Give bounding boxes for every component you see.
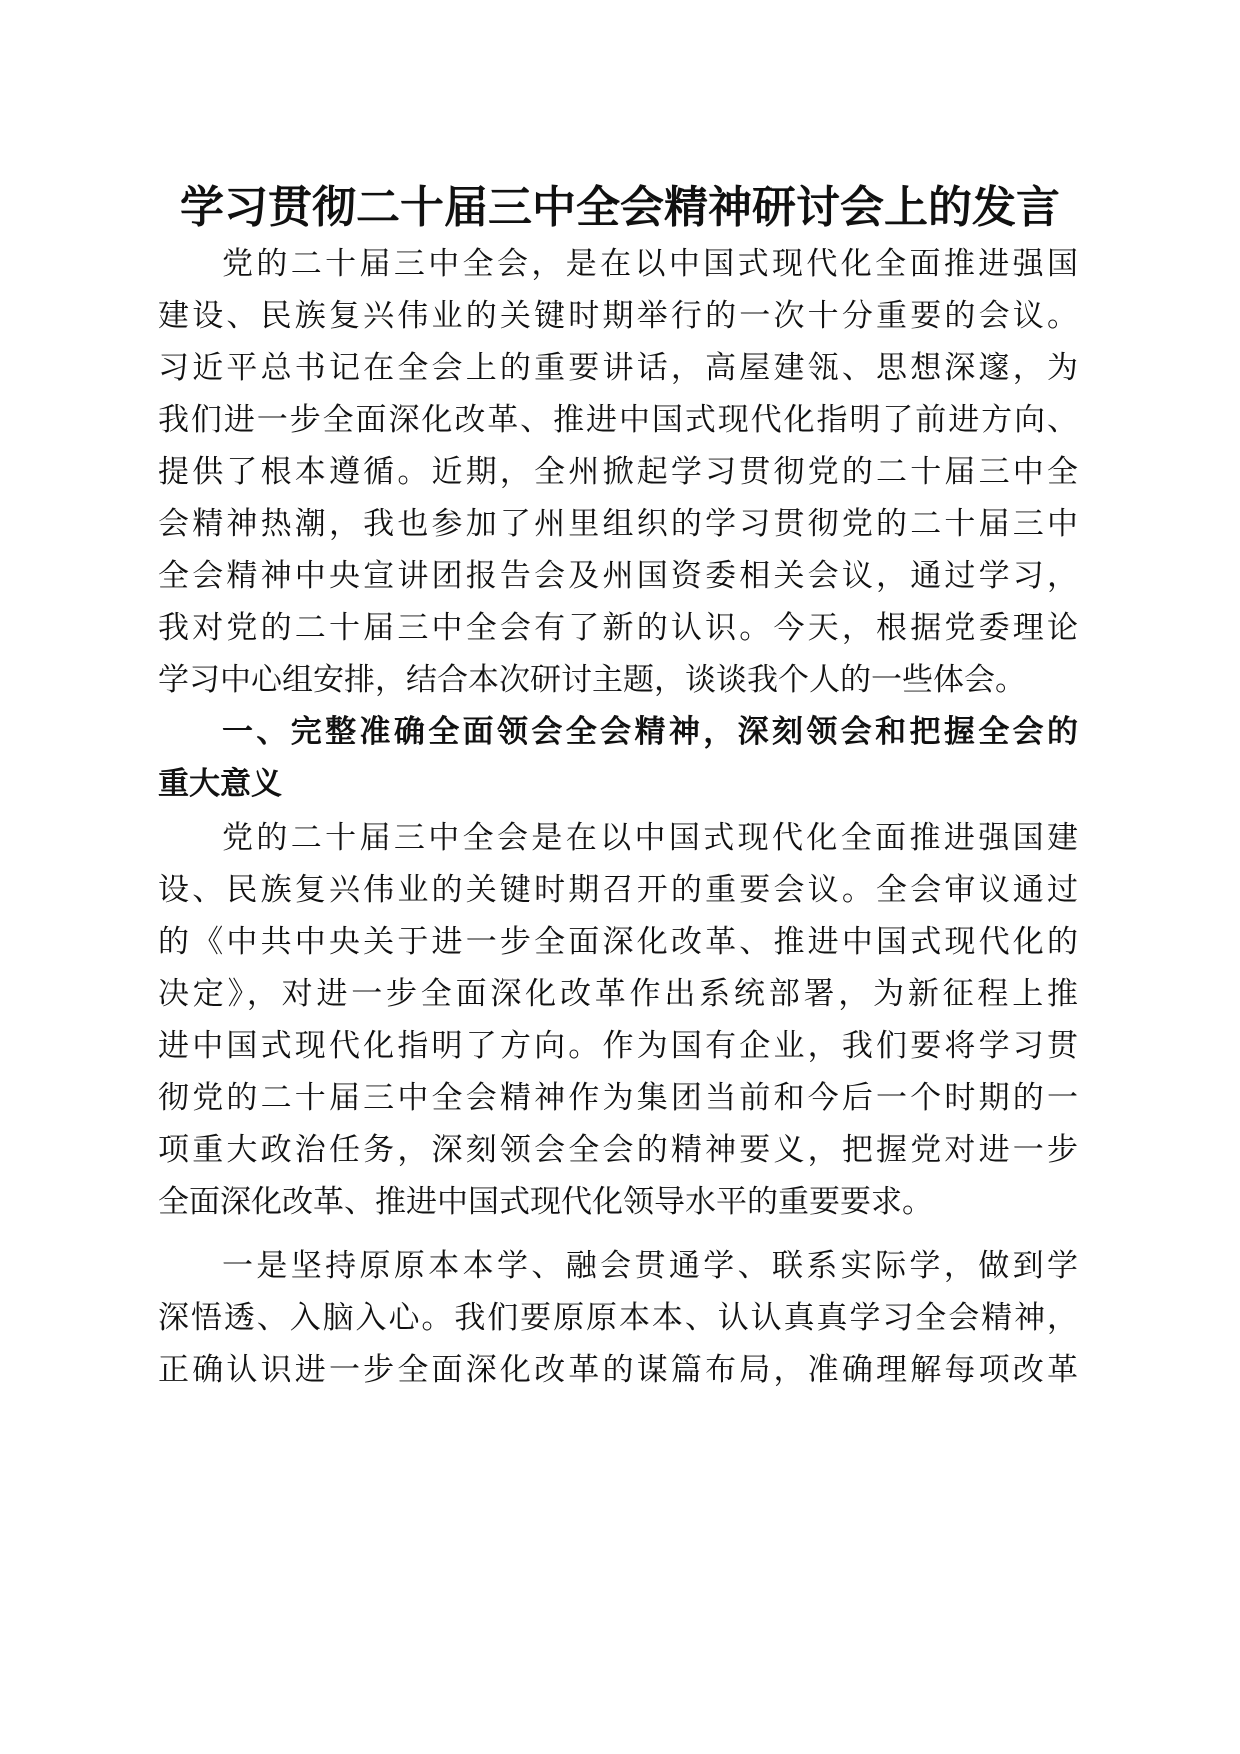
paragraph-line: 全会精神中央宣讲团报告会及州国资委相关会议，通过学习， <box>158 558 1078 594</box>
paragraph-line: 深悟透、入脑入心。我们要原原本本、认认真真学习全会精神， <box>158 1300 1078 1336</box>
document-title: 学习贯彻二十届三中全会精神研讨会上的发言 <box>180 182 1060 233</box>
paragraph-line: 正确认识进一步全面深化改革的谋篇布局，准确理解每项改革 <box>158 1352 1078 1388</box>
paragraph-line: 彻党的二十届三中全会精神作为集团当前和今后一个时期的一 <box>158 1080 1078 1116</box>
paragraph-line: 我对党的二十届三中全会有了新的认识。今天，根据党委理论 <box>158 610 1078 646</box>
paragraph-line: 会精神热潮，我也参加了州里组织的学习贯彻党的二十届三中 <box>158 506 1078 542</box>
paragraph-line: 项重大政治任务，深刻领会全会的精神要义，把握党对进一步 <box>158 1132 1078 1168</box>
paragraph-line: 设、民族复兴伟业的关键时期召开的重要会议。全会审议通过 <box>158 872 1078 908</box>
paragraph-line: 一是坚持原原本本学、融会贯通学、联系实际学，做到学 <box>222 1248 1078 1284</box>
paragraph-line: 决定》，对进一步全面深化改革作出系统部署，为新征程上推 <box>158 976 1078 1012</box>
paragraph-line: 党的二十届三中全会，是在以中国式现代化全面推进强国 <box>222 246 1078 282</box>
paragraph-line: 全面深化改革、推进中国式现代化领导水平的重要要求。 <box>158 1184 933 1220</box>
paragraph-line: 建设、民族复兴伟业的关键时期举行的一次十分重要的会议。 <box>158 298 1078 334</box>
paragraph-line: 习近平总书记在全会上的重要讲话，高屋建瓴、思想深邃，为 <box>158 350 1078 386</box>
paragraph-line: 学习中心组安排，结合本次研讨主题，谈谈我个人的一些体会。 <box>158 662 1026 698</box>
paragraph-line: 我们进一步全面深化改革、推进中国式现代化指明了前进方向、 <box>158 402 1078 438</box>
paragraph-line: 的《中共中央关于进一步全面深化改革、推进中国式现代化的 <box>158 924 1078 960</box>
section-heading-line: 重大意义 <box>158 766 282 802</box>
section-heading-line: 一、完整准确全面领会全会精神，深刻领会和把握全会的 <box>222 714 1078 750</box>
paragraph-line: 党的二十届三中全会是在以中国式现代化全面推进强国建 <box>222 820 1078 856</box>
paragraph-line: 进中国式现代化指明了方向。作为国有企业，我们要将学习贯 <box>158 1028 1078 1064</box>
paragraph-line: 提供了根本遵循。近期，全州掀起学习贯彻党的二十届三中全 <box>158 454 1078 490</box>
